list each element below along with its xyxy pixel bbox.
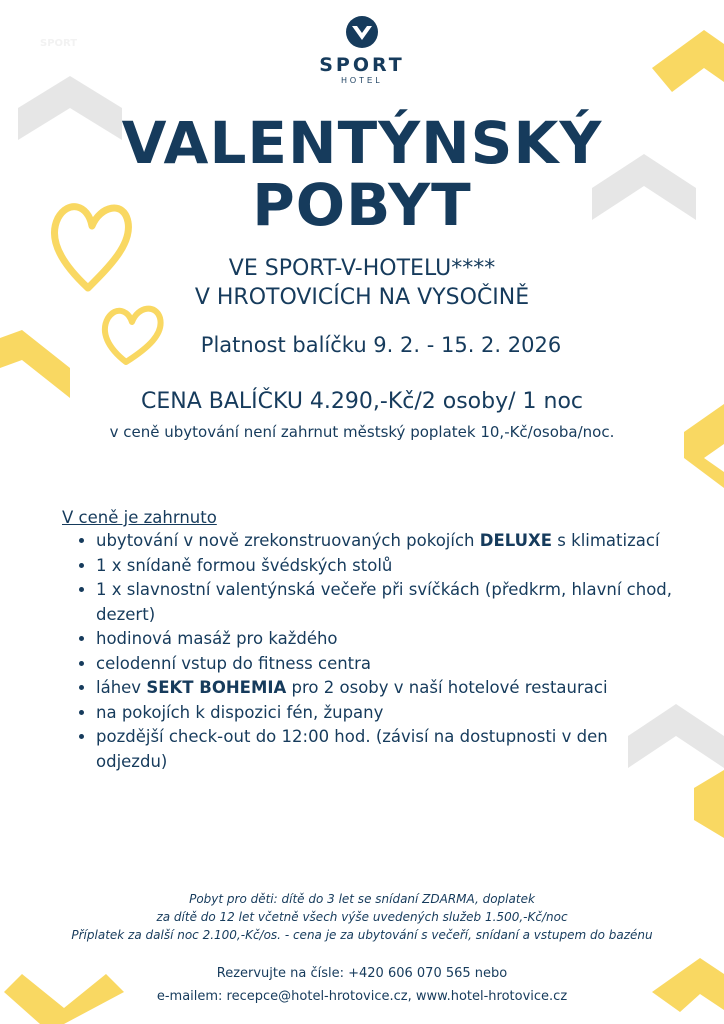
list-item: • pozdější check-out do 12:00 hod. (závisí na dostupnosti v den odjezdu) xyxy=(96,725,682,774)
subtitle-line-1: VE SPORT-V-HOTELU**** xyxy=(228,256,496,281)
kids-line-1: Pobyt pro děti: dítě do 3 let se snídaní ZDARMA, doplatek xyxy=(189,892,535,906)
subtitle xyxy=(0,254,724,312)
yellow-chevron-right-low xyxy=(694,770,724,838)
kids-line-3: Příplatek za další noc 2.100,-Kč/os. - cena je za ubytování s večeří, snídaní a vstupem do bazénu xyxy=(71,928,653,942)
yellow-chevron-right-mid xyxy=(684,404,724,488)
subtitle-line-2: V HROTOVICÍCH NA VYSOČINĚ xyxy=(194,285,530,310)
title-line-2: POBYT xyxy=(252,171,472,239)
contact-info xyxy=(0,962,724,1008)
sport-v-logo-icon xyxy=(344,14,380,50)
title-line-1: VALENTÝNSKÝ xyxy=(121,109,603,177)
svg-text:SPORT: SPORT xyxy=(40,38,78,49)
logo-brand-text: SPORT xyxy=(319,54,405,76)
list-item: • hodinová masáž pro každého xyxy=(96,627,682,652)
list-item: • na pokojích k dispozici fén, župany xyxy=(96,701,682,726)
included-list xyxy=(62,529,682,774)
contact-email-web-line: e-mailem: recepce@hotel-hrotovice.cz, www.hotel-hrotovice.cz xyxy=(156,989,568,1004)
list-item: • láhev SEKT BOHEMIA pro 2 osoby v naší hotelové restauraci xyxy=(96,676,682,701)
logo-sub-text: HOTEL xyxy=(341,76,383,85)
included-section xyxy=(62,508,682,774)
page-title xyxy=(0,109,724,239)
package-price: CENA BALÍČKU 4.290,-Kč/2 osoby/ 1 noc xyxy=(140,389,584,414)
contact-phone-line: Rezervujte na čísle: +420 606 070 565 nebo xyxy=(216,966,508,981)
package-validity: Platnost balíčku 9. 2. - 15. 2. 2026 xyxy=(200,333,562,357)
kids-pricing-note xyxy=(0,890,724,944)
kids-line-2: za dítě do 12 let včetně všech výše uvedených služeb 1.500,-Kč/noc xyxy=(156,910,568,924)
price-note: v ceně ubytování není zahrnut městský poplatek 10,-Kč/osoba/noc. xyxy=(109,423,615,441)
list-item: • 1 x slavnostní valentýnská večeře při svíčkách (předkrm, hlavní chod, dezert) xyxy=(96,578,682,627)
list-item: • ubytování v nově zrekonstruovaných pokojích DELUXE s klimatizací xyxy=(96,529,682,554)
included-heading: V ceně je zahrnuto xyxy=(62,508,217,527)
list-item: • celodenní vstup do fitness centra xyxy=(96,652,682,677)
list-item: • 1 x snídaně formou švédských stolů xyxy=(96,554,682,579)
sport-hotel-logo xyxy=(0,14,724,85)
